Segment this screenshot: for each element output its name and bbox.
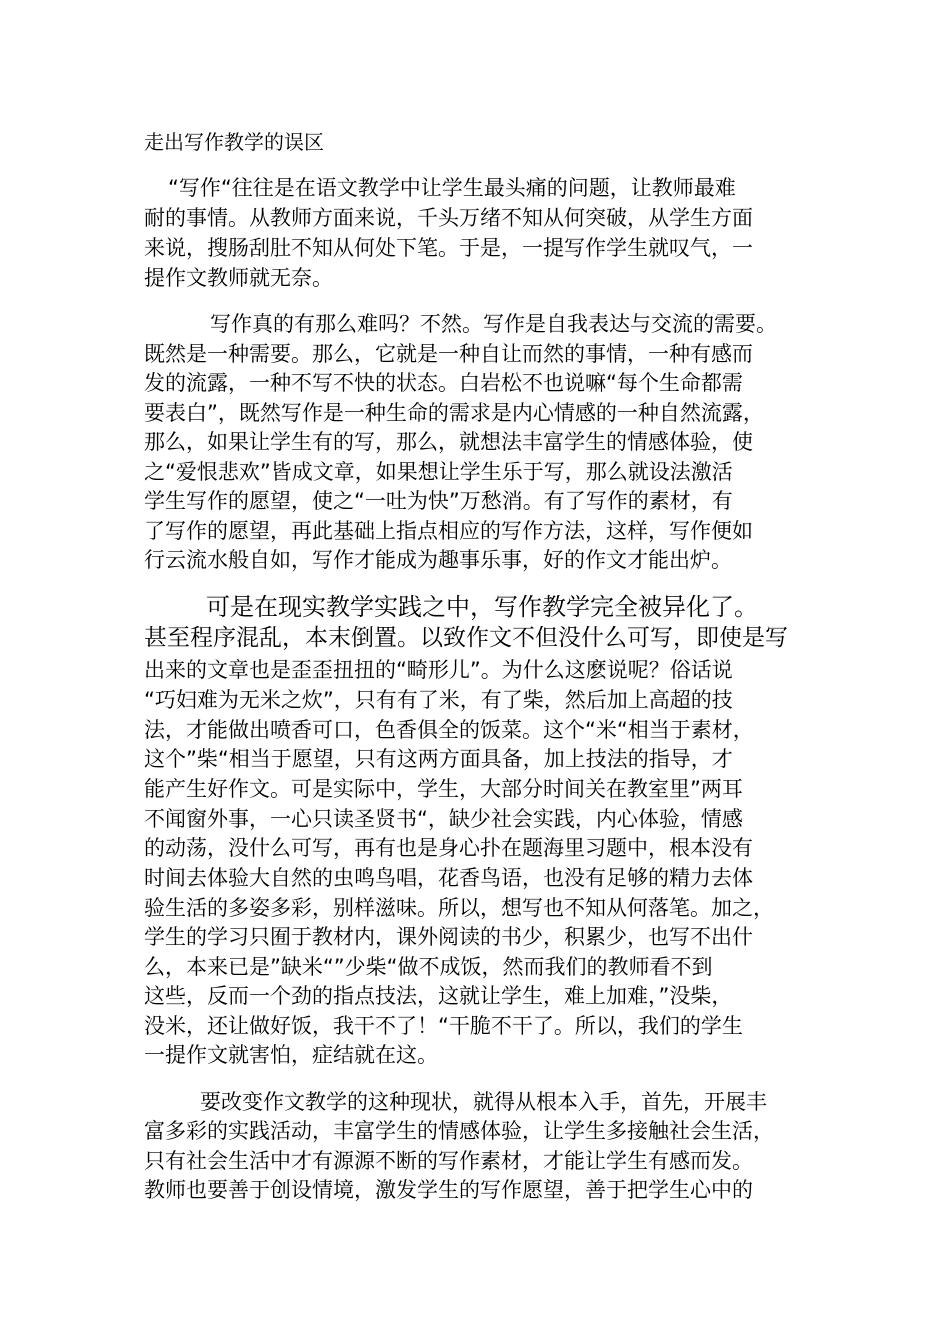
paragraph-3-line-4: “巧妇难为无米之炊”，只有有了米，有了柴，然后加上高超的技 (144, 688, 733, 712)
document-title: 走出写作教学的误区 (144, 130, 324, 154)
paragraph-3-line-2: 甚至程序混乱，本末倒置。以致作文不但没什么可写，即使是写 (144, 625, 788, 651)
paragraph-3-line-12: 学生的学习只囿于教材内，课外阅读的书少，积累少，也写不出什 (144, 925, 753, 949)
paragraph-3-line-1: 可是在现实教学实践之中，写作教学完全被异化了。 (206, 593, 758, 621)
paragraph-1-line-3: 来说，搜肠刮肚不知从何处下笔。于是，一提写作学生就叹气，一 (144, 236, 753, 260)
paragraph-2-line-3: 发的流露，一种不写不快的状态。白岩松不也说嘛“每个生命都需 (144, 371, 743, 395)
paragraph-4-line-1: 要改变作文教学的这种现状，就得从根本入手，首先，开展丰 (200, 1090, 767, 1114)
paragraph-3-line-5: 法，才能做出喷香可口，色香俱全的饭菜。这个“米“相当于素材， (144, 718, 754, 742)
paragraph-3-line-14: 这些，反而一个劲的指点技法，这就让学生，难上加难，”没柴， (144, 984, 733, 1008)
paragraph-2-line-4: 要表白”，既然写作是一种生命的需求是内心情感的一种自然流露， (144, 401, 764, 425)
paragraph-1-line-4: 提作文教师就无奈。 (144, 266, 333, 290)
paragraph-4-line-3: 只有社会生活中才有源源不断的写作素材，才能让学生有感而发。 (144, 1149, 753, 1173)
paragraph-3-line-3: 出来的文章也是歪歪扭扭的“畸形儿”。为什么这麽说呢？俗话说 (144, 658, 733, 682)
paragraph-3-line-13: 么，本来已是”缺米“”少柴“做不成饭，然而我们的教师看不到 (144, 955, 713, 979)
paragraph-2-line-7: 学生写作的愿望，使之“一吐为快”万愁消。有了写作的素材，有 (144, 489, 733, 513)
paragraph-4-line-4: 教师也要善于创设情境，激发学生的写作愿望，善于把学生心中的 (144, 1178, 753, 1202)
paragraph-3-line-10: 时间去体验大自然的虫鸣鸟唱，花香鸟语，也没有足够的精力去体 (144, 866, 753, 890)
paragraph-3-line-6: 这个”柴“相当于愿望，只有这两方面具备，加上技法的指导，才 (144, 747, 733, 771)
paragraph-1-line-2: 耐的事情。从教师方面来说，千头万绪不知从何突破，从学生方面 (144, 206, 753, 230)
paragraph-2-line-5: 那么，如果让学生有的写，那么，就想法丰富学生的情感体验，使 (144, 430, 753, 454)
paragraph-2-line-8: 了写作的愿望，再此基础上指点相应的写作方法，这样，写作便如 (144, 519, 753, 543)
paragraph-4-line-2: 富多彩的实践活动，丰富学生的情感体验，让学生多接触社会生活， (144, 1119, 774, 1143)
paragraph-2-line-1: 写作真的有那么难吗？不然。写作是自我表达与交流的需要。 (210, 312, 777, 336)
paragraph-3-line-16: 一提作文就害怕，症结就在这。 (144, 1043, 438, 1067)
paragraph-3-line-7: 能产生好作文。可是实际中，学生，大部分时间关在教室里”两耳 (144, 777, 743, 801)
paragraph-3-line-15: 没米，还让做好饭，我干不了！“干脆不干了。所以，我们的学生 (144, 1014, 743, 1038)
paragraph-3-line-11: 验生活的多姿多彩，别样滋味。所以，想写也不知从何落笔。加之， (144, 896, 774, 920)
paragraph-3-line-9: 的动荡，没什么可写，再有也是身心扑在题海里习题中，根本没有 (144, 836, 753, 860)
paragraph-1-line-1: “写作“往往是在语文教学中让学生最头痛的问题，让教师最难 (168, 176, 736, 200)
paragraph-2-line-2: 既然是一种需要。那么，它就是一种自让而然的事情，一种有感而 (144, 342, 753, 366)
paragraph-2-line-6: 之“爱恨悲欢”皆成文章，如果想让学生乐于写，那么就设法激活 (144, 460, 733, 484)
paragraph-2-line-9: 行云流水般自如，写作才能成为趣事乐事，好的作文才能出炉。 (144, 548, 732, 572)
paragraph-3-line-8: 不闻窗外事，一心只读圣贤书“，缺少社会实践，内心体验，情感 (144, 807, 743, 831)
